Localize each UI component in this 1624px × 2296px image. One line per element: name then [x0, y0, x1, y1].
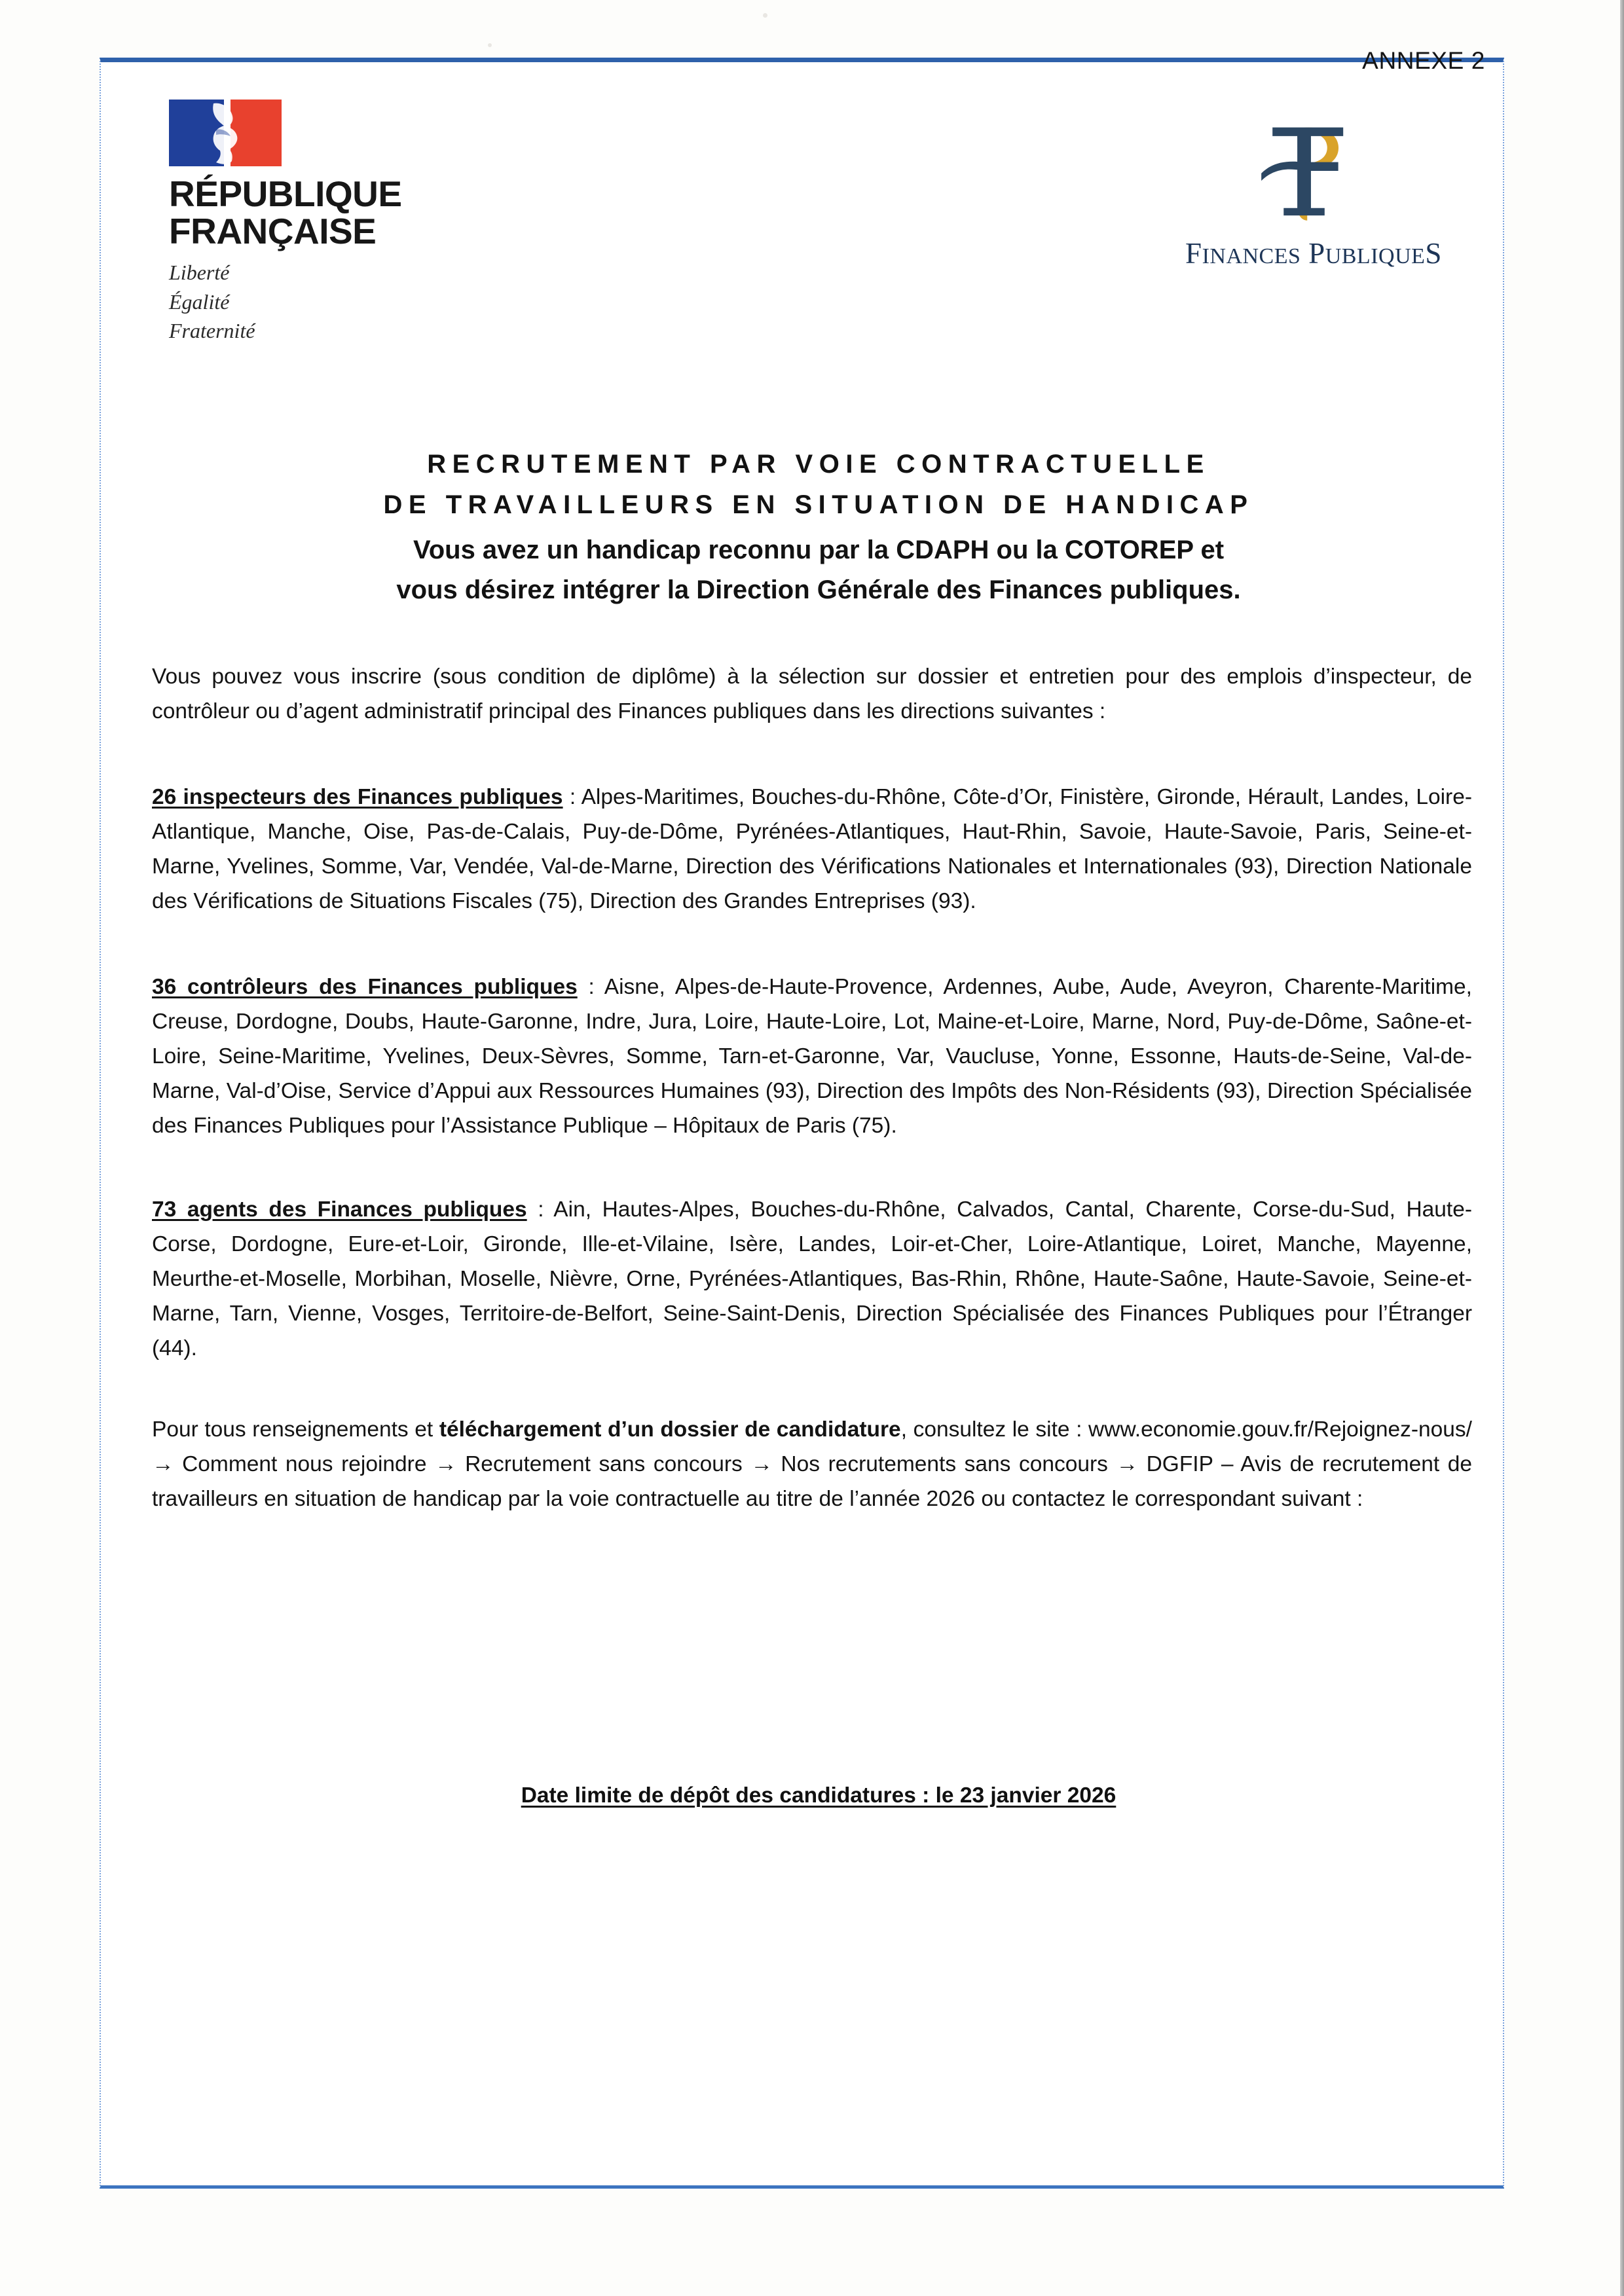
- deadline-text: Date limite de dépôt des candidatures : le 23 janvier 2026: [521, 1783, 1116, 1808]
- agents-lead: 73 agents des Finances publiques: [152, 1197, 527, 1222]
- page-title-line2: DE TRAVAILLEURS EN SITUATION DE HANDICAP: [383, 490, 1254, 519]
- deadline-notice: [196, 1783, 1441, 1808]
- motto-egalite: Égalité: [169, 289, 230, 314]
- country-name-line1: RÉPUBLIQUE: [169, 173, 402, 214]
- annexe-label: ANNEXE 2: [1362, 47, 1485, 74]
- contact-download-emphasis: téléchargement d’un dossier de candidature: [439, 1417, 901, 1442]
- fp-word-inances: INANCES: [1202, 244, 1301, 268]
- finances-publiques-logo: [1130, 111, 1497, 270]
- contact-text-part2: , consultez le site : www.economie.gouv.fr/Rejoignez-nous/ → Comment nous rejoindre → Recrutement sans concours → Nos recrutements sans concours → DGFIP – Avis de recrutement de travailleurs en situation de handicap par la voie contractuelle au titre de l’année 2026 ou contactez le correspondant suivant :: [152, 1417, 1472, 1511]
- controllers-lead: 36 contrôleurs des Finances publiques: [152, 975, 578, 999]
- inspectors-list: Alpes-Maritimes, Bouches-du-Rhône, Côte-d’Or, Finistère, Gironde, Hérault, Landes, Loire-Atlantique, Manche, Oise, Pas-de-Calais, Puy-de-Dôme, Pyrénées-Atlantiques, Haut-Rhin, Savoie, Haute-Savoie, Paris, Seine-et-Marne, Yvelines, Somme, Var, Vendée, Val-de-Marne, Direction des Vérifications Nationales et Internationales (93), Direction Nationale des Vérifications de Situations Fiscales (75), Direction des Grandes Entreprises (93).: [152, 785, 1472, 913]
- country-name-line2: FRANÇAISE: [169, 211, 377, 252]
- page-subtitle-line2: vous désirez intégrer la Direction Générale des Finances publiques.: [396, 575, 1241, 604]
- republique-francaise-emblem: [169, 100, 470, 345]
- intro-paragraph: Vous pouvez vous inscrire (sous condition de diplôme) à la sélection sur dossier et entretien pour des emplois d’inspecteur, de contrôleur ou d’agent administratif principal des Finances publiques dans les directions suivantes :: [152, 665, 1472, 723]
- controllers-separator: :: [577, 975, 604, 999]
- fp-word-s: S: [1425, 237, 1442, 270]
- fp-word-p: P: [1308, 237, 1325, 270]
- motto-liberte: Liberté: [169, 261, 230, 285]
- page-subtitle: [196, 530, 1441, 610]
- controllers-list: Aisne, Alpes-de-Haute-Provence, Ardennes, Aube, Aude, Aveyron, Charente-Maritime, Creuse, Dordogne, Doubs, Haute-Garonne, Indre, Jura, Loire, Haute-Loire, Lot, Maine-et-Loire, Marne, Nord, Puy-de-Dôme, Saône-et-Loire, Seine-Maritime, Yvelines, Deux-Sèvres, Somme, Tarn-et-Garonne, Var, Vaucluse, Yonne, Essonne, Hauts-de-Seine, Val-de-Marne, Val-d’Oise, Service d’Appui aux Ressources Humaines (93), Direction des Impôts des Non-Résidents (93), Direction Spécialisée des Finances Publiques pour l’Assistance Publique – Hôpitaux de Paris (75).: [152, 975, 1472, 1138]
- contact-text-part1: Pour tous renseignements et: [152, 1417, 439, 1442]
- controllers-paragraph: [152, 970, 1472, 1144]
- fp-word-ublique: UBLIQUE: [1325, 244, 1426, 268]
- marianne-profile-icon: [210, 101, 244, 166]
- inspectors-paragraph: [152, 780, 1472, 919]
- contact-paragraph: [152, 1413, 1472, 1517]
- fp-word-f: F: [1185, 237, 1202, 270]
- inspectors-lead: 26 inspecteurs des Finances publiques: [152, 785, 563, 809]
- page-title: [196, 444, 1441, 525]
- country-name: [169, 175, 470, 250]
- inspectors-separator: :: [563, 785, 581, 809]
- fp-wordmark: [1130, 236, 1497, 270]
- page-title-line1: RECRUTEMENT PAR VOIE CONTRACTUELLE: [427, 450, 1210, 479]
- agents-separator: :: [526, 1197, 554, 1222]
- agents-paragraph: [152, 1193, 1472, 1366]
- national-motto: [169, 258, 470, 344]
- french-flag-icon: [169, 100, 282, 166]
- motto-fraternite: Fraternité: [169, 318, 255, 342]
- agents-list: Ain, Hautes-Alpes, Bouches-du-Rhône, Calvados, Cantal, Charente, Corse-du-Sud, Haute-Corse, Dordogne, Eure-et-Loir, Gironde, Ille-et-Vilaine, Isère, Landes, Loir-et-Cher, Loire-Atlantique, Loiret, Manche, Mayenne, Meurthe-et-Moselle, Morbihan, Moselle, Nièvre, Orne, Pyrénées-Atlantiques, Bas-Rhin, Rhône, Haute-Saône, Haute-Savoie, Seine-et-Marne, Tarn, Vienne, Vosges, Territoire-de-Belfort, Seine-Saint-Denis, Direction Spécialisée des Finances Publiques pour l’Étranger (44).: [152, 1197, 1472, 1360]
- fp-monogram-icon: [1251, 111, 1375, 229]
- page-subtitle-line1: Vous avez un handicap reconnu par la CDAPH ou la COTOREP et: [413, 536, 1225, 564]
